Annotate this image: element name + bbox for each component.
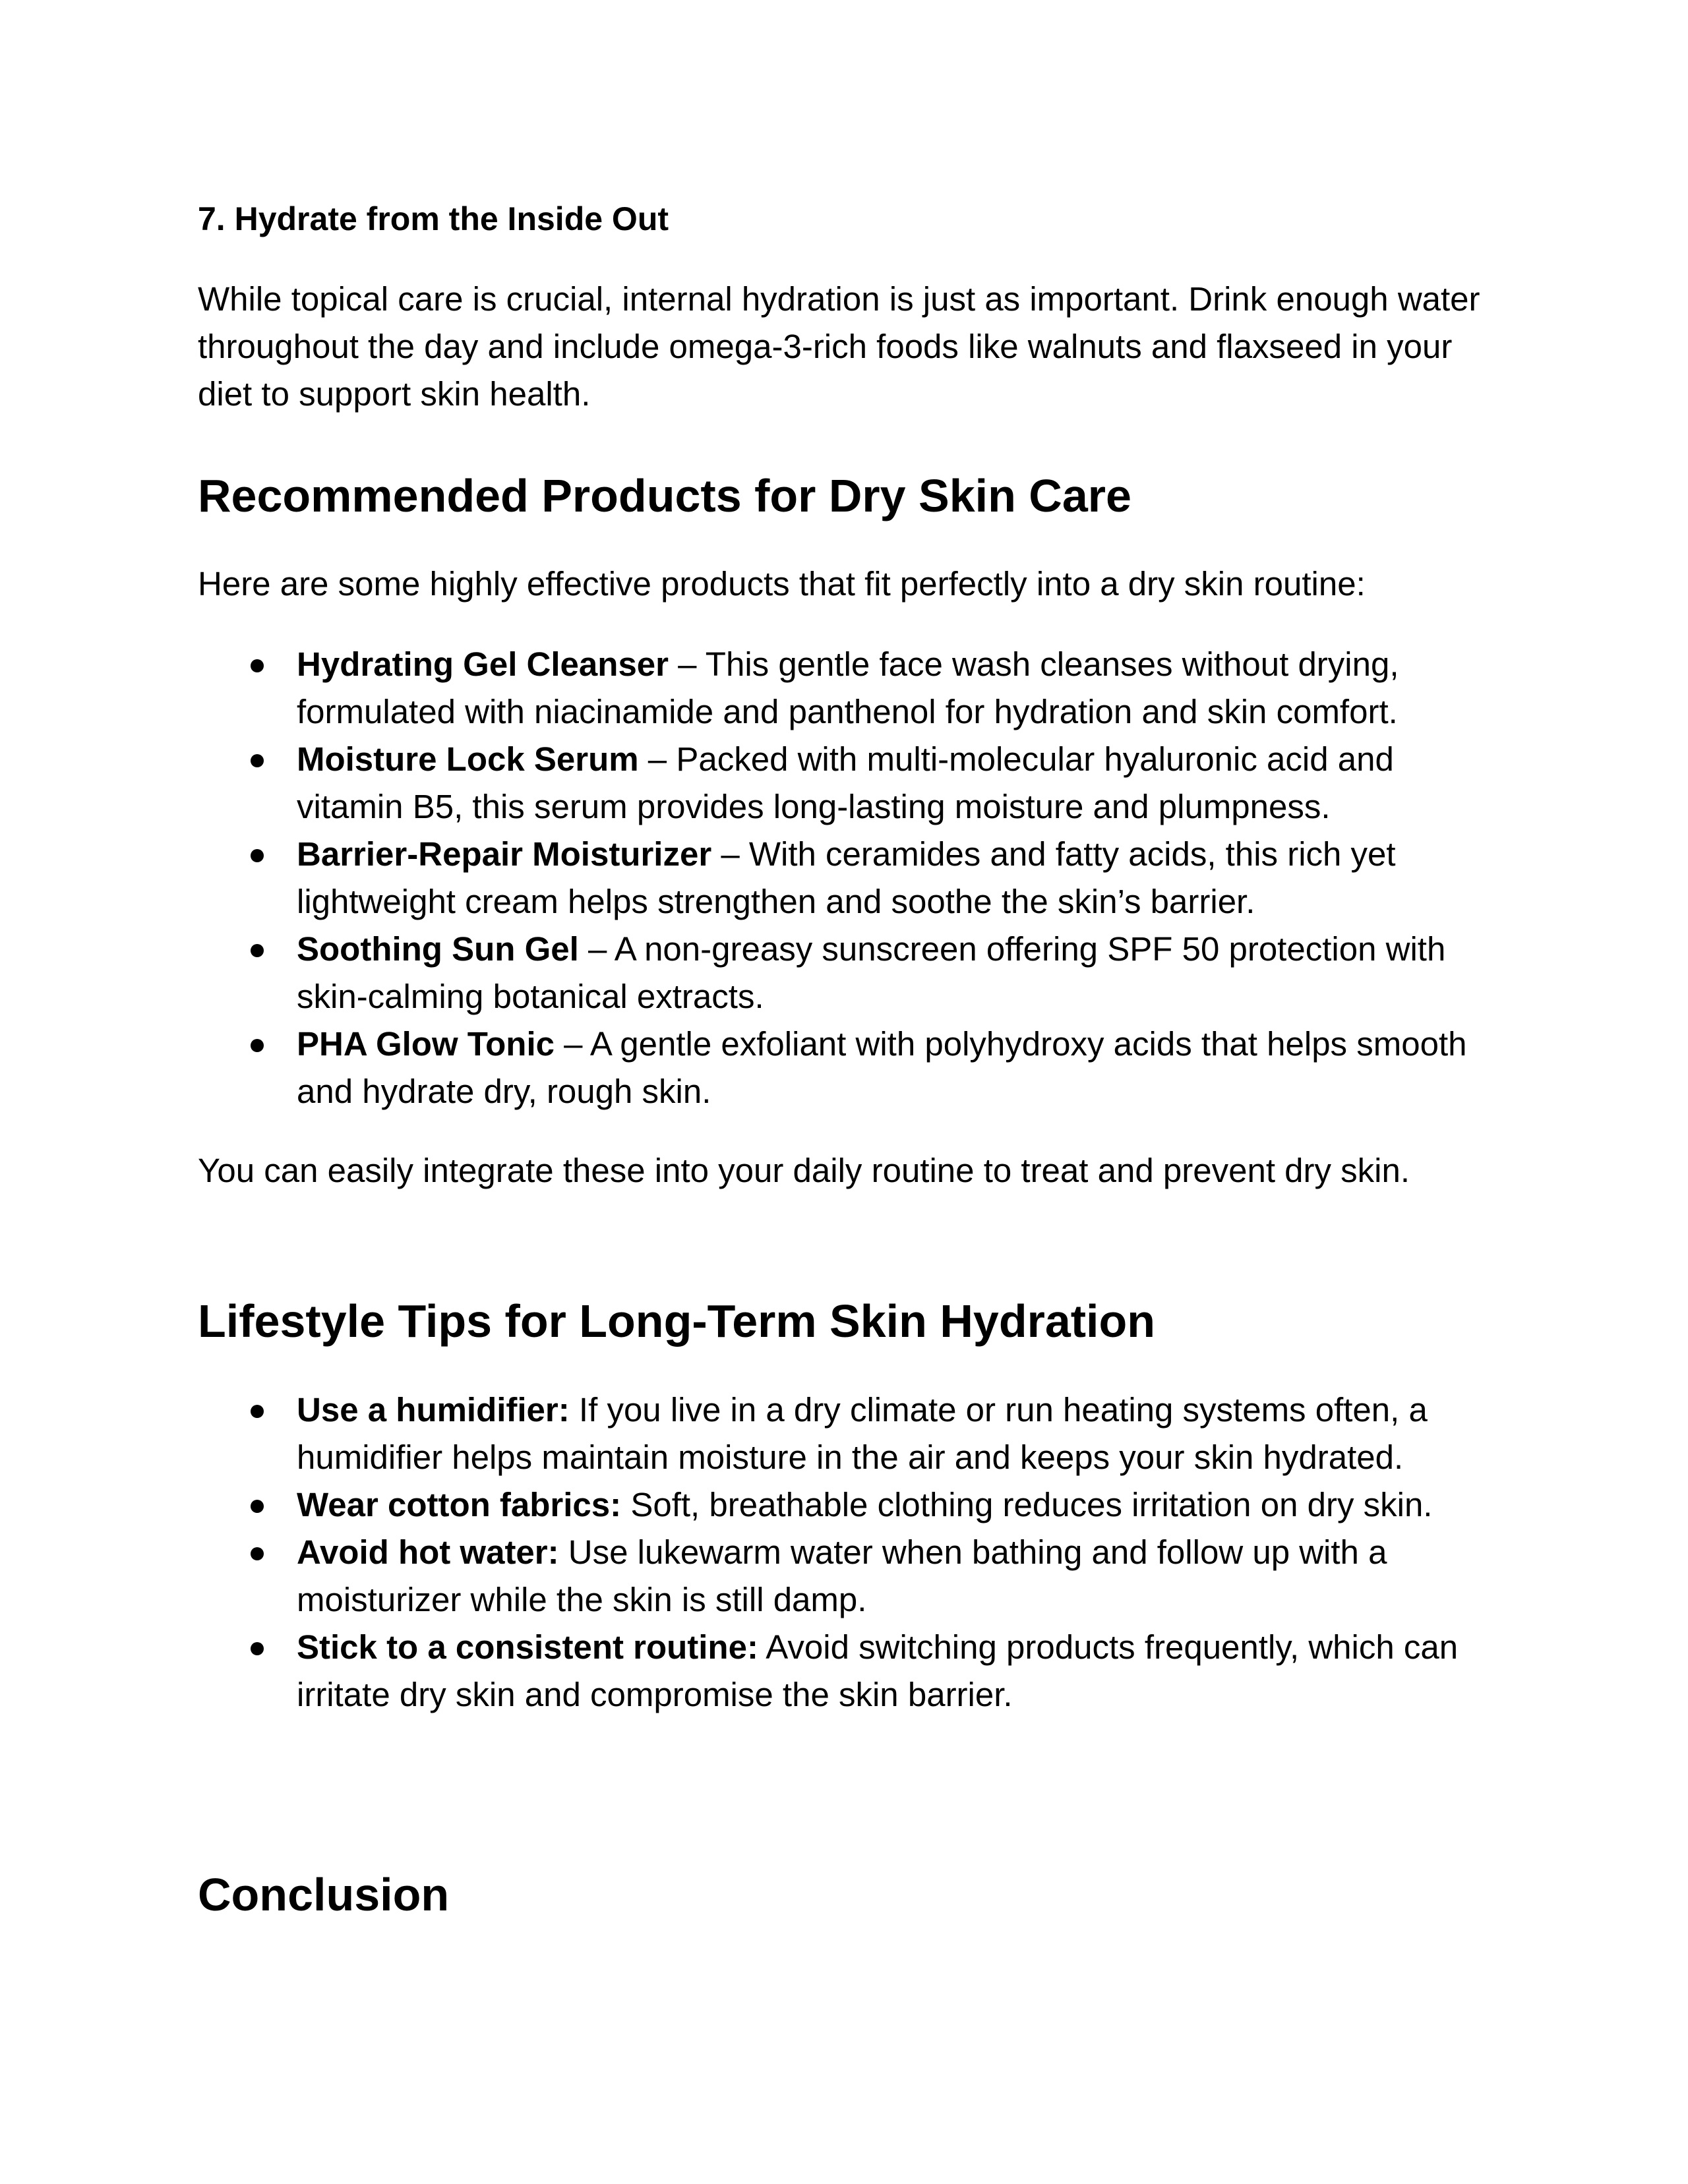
products-list — [198, 641, 1490, 1115]
products-heading: Recommended Products for Dry Skin Care — [198, 470, 1131, 521]
list-item — [198, 1386, 1490, 1481]
product-name: Moisture Lock Serum — [297, 740, 639, 778]
list-item — [198, 641, 1490, 736]
lifestyle-heading: Lifestyle Tips for Long-Term Skin Hydration — [198, 1295, 1156, 1347]
product-description: – Packed with multi-molecular hyaluronic acid and vitamin B5, this serum provides long-lasting moisture and plumpness. — [297, 740, 1394, 825]
conclusion-heading: Conclusion — [198, 1869, 450, 1920]
tip-name: Use a humidifier: — [297, 1391, 570, 1429]
product-description: – With ceramides and fatty acids, this rich yet lightweight cream helps strengthen and soothe the skin’s barrier. — [297, 835, 1396, 920]
section-7-title: 7. Hydrate from the Inside Out — [198, 200, 669, 237]
product-name: PHA Glow Tonic — [297, 1025, 555, 1063]
bullet-icon — [251, 1039, 264, 1052]
list-item — [198, 1481, 1490, 1529]
tip-description: Avoid switching products frequently, which can irritate dry skin and compromise the skin barrier. — [297, 1628, 1459, 1713]
bullet-icon — [251, 944, 264, 957]
product-name: Soothing Sun Gel — [297, 930, 579, 968]
list-item — [198, 1020, 1490, 1115]
products-outro: You can easily integrate these into your daily routine to treat and prevent dry skin. — [198, 1152, 1410, 1189]
bullet-icon — [251, 849, 264, 862]
product-name: Hydrating Gel Cleanser — [297, 645, 669, 683]
products-intro: Here are some highly effective products that fit perfectly into a dry skin routine: — [198, 565, 1366, 603]
list-item — [198, 831, 1490, 926]
lifestyle-list — [198, 1386, 1490, 1719]
tip-name: Wear cotton fabrics: — [297, 1486, 622, 1523]
bullet-icon — [251, 754, 264, 767]
bullet-icon — [251, 1500, 264, 1513]
bullet-icon — [251, 1642, 264, 1655]
tip-name: Avoid hot water: — [297, 1533, 559, 1571]
tip-description: If you live in a dry climate or run heating systems often, a humidifier helps maintain moisture in the air and keeps your skin hydrated. — [297, 1391, 1428, 1476]
product-description: – This gentle face wash cleanses without drying, formulated with niacinamide and panthenol for hydration and skin comfort. — [297, 645, 1399, 730]
tip-description: Use lukewarm water when bathing and follow up with a moisturizer while the skin is still damp. — [297, 1533, 1387, 1618]
section-7-body: While topical care is crucial, internal hydration is just as important. Drink enough water throughout the day and include omega-3-rich foods like walnuts and flaxseed in your diet to support skin health. — [198, 280, 1480, 413]
bullet-icon — [251, 659, 264, 672]
tip-description: Soft, breathable clothing reduces irritation on dry skin. — [621, 1486, 1433, 1523]
tip-name: Stick to a consistent routine: — [297, 1628, 758, 1666]
list-item — [198, 1624, 1490, 1719]
list-item — [198, 1529, 1490, 1624]
product-description: – A non-greasy sunscreen offering SPF 50 protection with skin-calming botanical extracts. — [297, 930, 1446, 1015]
bullet-icon — [251, 1405, 264, 1418]
list-item — [198, 926, 1490, 1020]
list-item — [198, 736, 1490, 831]
product-description: – A gentle exfoliant with polyhydroxy acids that helps smooth and hydrate dry, rough skin. — [297, 1025, 1467, 1110]
product-name: Barrier-Repair Moisturizer — [297, 835, 712, 873]
bullet-icon — [251, 1547, 264, 1560]
